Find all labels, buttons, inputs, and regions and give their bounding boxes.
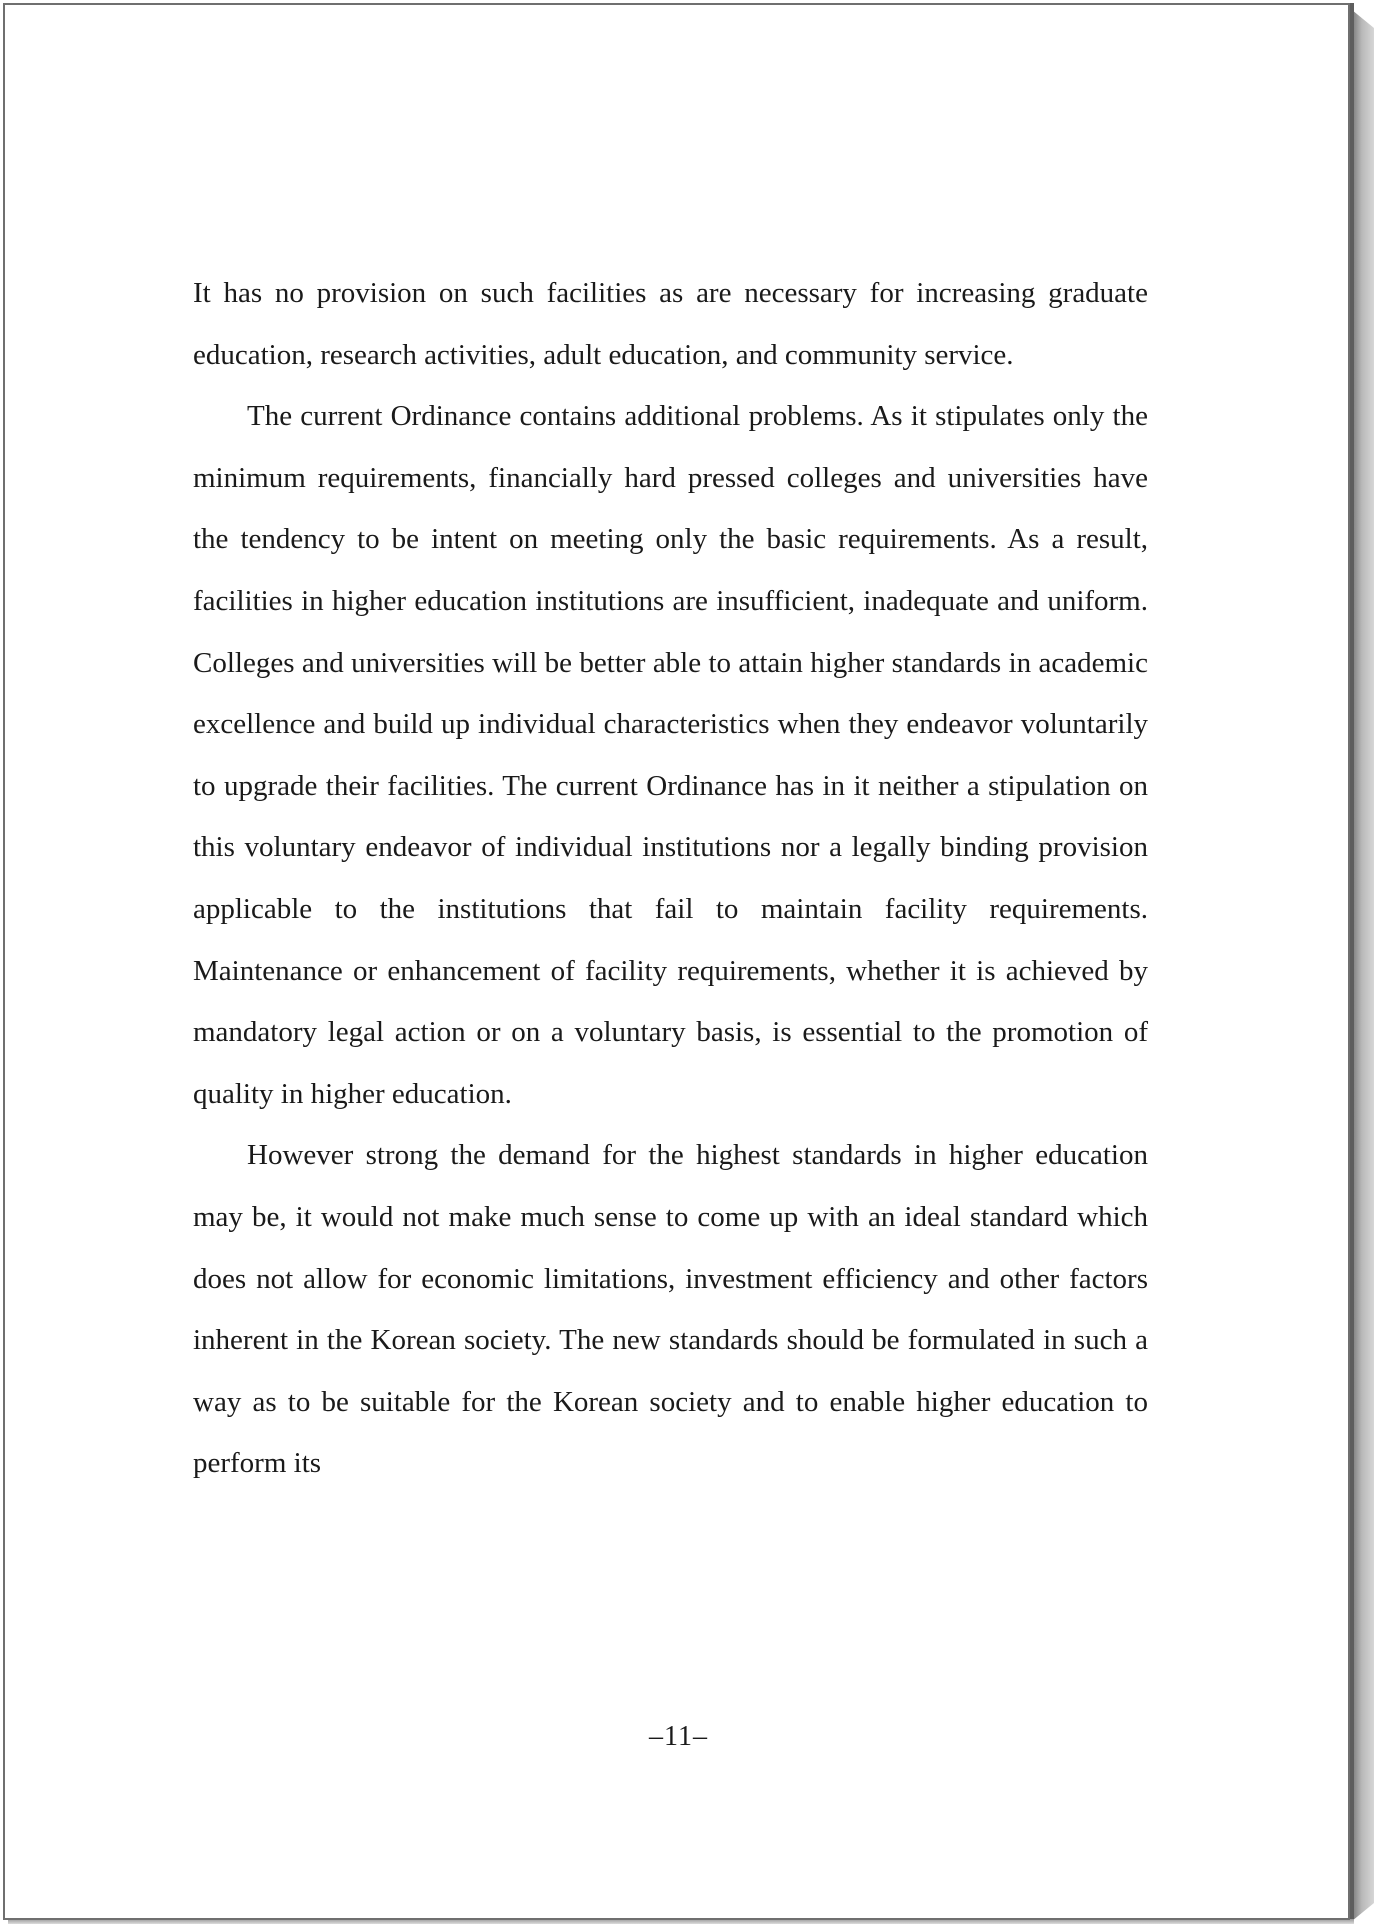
page-stack-edge xyxy=(1352,10,1374,1921)
page-number: –11– xyxy=(649,1721,708,1752)
paragraph-2: The current Ordinance contains additional problems. As it stipulates only the minimum requirements, financially hard pressed colleges and universities have the tendency to be intent on meeting only the basic requirements. As a result, facilities in higher education institutions are insufficient, inadequate and uniform. Colleges and universities will be better able to attain higher standards in academic excellence and build up individual characteristics when they endeavor voluntarily to upgrade their facilities. The current Ordinance has in it neither a stipulation on this voluntary endeavor of individual institutions nor a legally binding provision applicable to the institutions that fail to maintain facility requirements. Maintenance or enhancement of facility requirements, whether it is achieved by mandatory legal action or on a voluntary basis, is essential to the promotion of quality in higher education. xyxy=(193,400,1148,1110)
paragraph-1: It has no provision on such facilities as are necessary for increasing graduate education, research activities, adult education, and community service. xyxy=(193,277,1148,371)
paragraph-3: However strong the demand for the highest standards in higher education may be, it would not make much sense to come up with an ideal standard which does not allow for economic limitations, investment efficiency and other factors inherent in the Korean society. The new standards should be formulated in such a way as to be suitable for the Korean society and to enable higher education to perform its xyxy=(193,1139,1148,1480)
document-page xyxy=(3,3,1350,1920)
body-text xyxy=(193,263,1148,1495)
